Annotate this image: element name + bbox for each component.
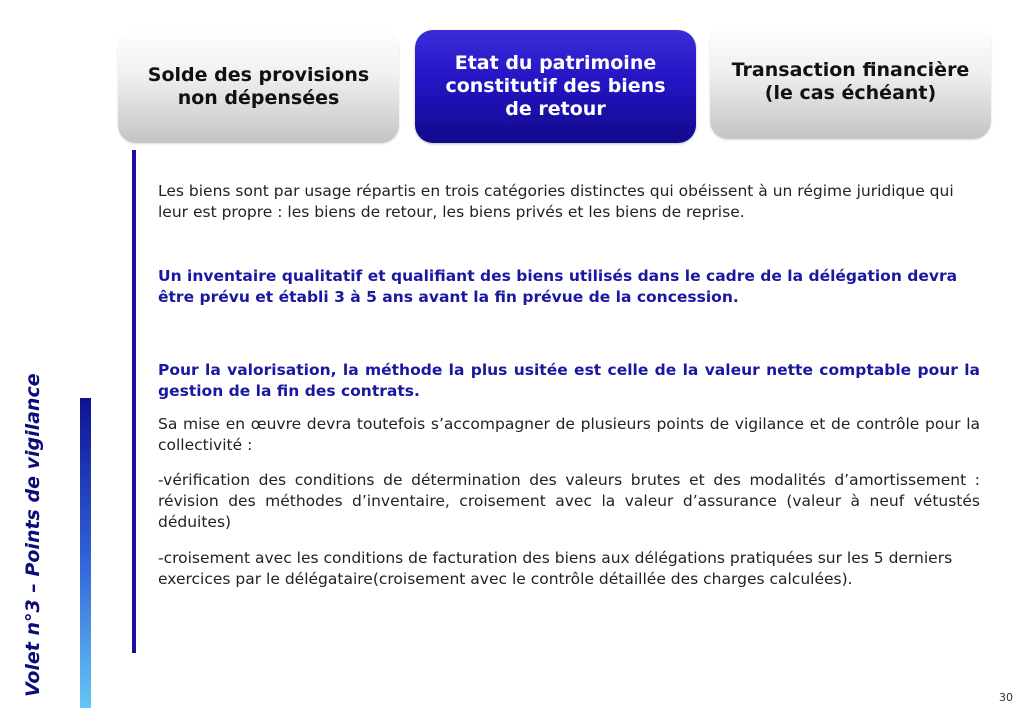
tab-label: Solde des provisions non dépensées xyxy=(147,63,370,109)
sidebar-accent-bar xyxy=(80,398,91,708)
intro-paragraph: Les biens sont par usage répartis en trois catégories distinctes qui obéissent à un régime juridique qui leur est propre : les biens de retour, les biens privés et les biens de reprise. xyxy=(158,182,954,221)
vigilance-intro: Sa mise en œuvre devra toutefois s’accompagner de plusieurs points de vigilance et de contrôle pour la collectivité : xyxy=(158,415,980,454)
content-divider xyxy=(132,150,136,653)
tab-transaction-financiere[interactable] xyxy=(710,25,991,139)
section-title: Volet n°3 – Points de vigilance xyxy=(22,373,44,697)
tab-label: Transaction financière (le cas échéant) xyxy=(731,59,970,104)
valuation-highlight: Pour la valorisation, la méthode la plus usitée est celle de la valeur nette comptable pour la gestion de la fin des contrats. xyxy=(158,361,980,400)
inventory-highlight: Un inventaire qualitatif et qualifiant des biens utilisés dans le cadre de la délégation devra être prévu et établi 3 à 5 ans avant la fin prévue de la concession. xyxy=(158,267,958,306)
page-number: 30 xyxy=(999,691,1013,704)
tab-etat-patrimoine[interactable] xyxy=(415,30,696,143)
vigilance-point-2: -croisement avec les conditions de facturation des biens aux délégations pratiquées sur les 5 derniers exercices par le délégataire(croisement avec le contrôle détaillée des charges calculées). xyxy=(158,549,953,588)
vigilance-point-1: -vérification des conditions de détermination des valeurs brutes et des modalités d’amortissement : révision des méthodes d’inventaire, croisement avec la valeur d’assurance (valeur à neuf vétustés déduites) xyxy=(158,471,980,531)
tab-label: Etat du patrimoine constitutif des biens de retour xyxy=(445,52,666,120)
tab-solde-provisions[interactable] xyxy=(118,30,399,143)
